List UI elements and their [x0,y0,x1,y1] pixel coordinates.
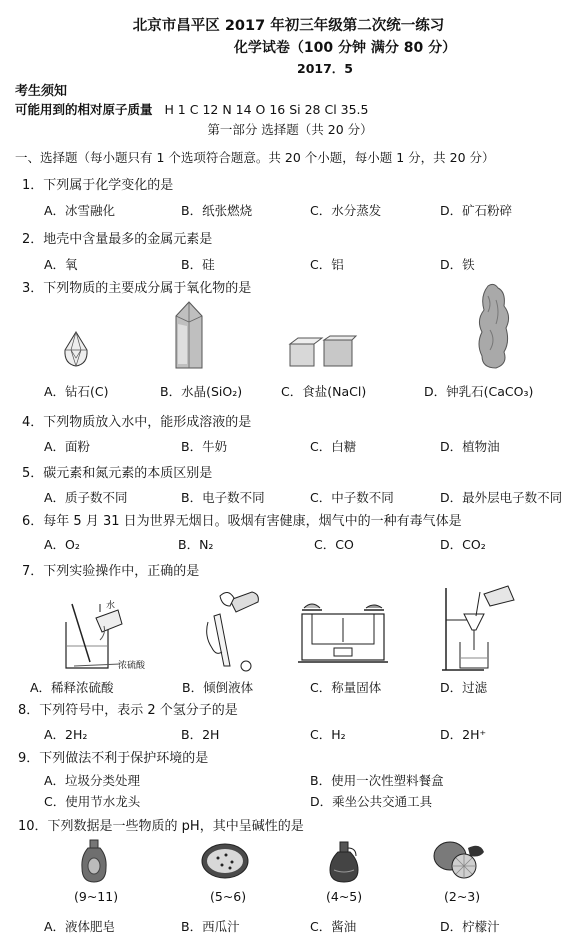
watermelon-image [200,842,250,880]
q4-option-d: D．植物油 [440,439,500,454]
ph-soap: (9~11) [74,889,119,904]
q2-option-c: C．铝 [310,257,344,272]
q2-option-d: D．铁 [440,257,475,272]
question-7-stem: 7．下列实验操作中，正确的是 [22,564,200,579]
q7-option-b: B．倾倒液体 [182,680,254,695]
q1-option-c: C．水分蒸发 [310,203,382,218]
q10-option-c: C．酱油 [310,919,357,934]
question-10-stem: 10．下列数据是一些物质的 pH，其中呈碱性的是 [18,819,304,834]
question-2-stem: 2．地壳中含量最多的金属元素是 [22,232,213,247]
q10-option-a: A．液体肥皂 [44,919,116,934]
q7-option-d: D．过滤 [440,680,488,695]
q2-option-a: A．氧 [44,257,78,272]
q3-option-b: B．水晶(SiO₂) [160,384,243,399]
question-4-stem: 4．下列物质放入水中，能形成溶液的是 [22,415,252,430]
q1-option-b: B．纸张燃烧 [181,203,253,218]
q5-option-c: C．中子数不同 [310,490,394,505]
balance-scale-diagram [296,596,390,670]
water-label: 水 [106,601,116,611]
q6-option-d: D．CO₂ [440,537,486,552]
q3-option-a: A．钻石(C) [44,384,109,399]
q3-option-d: D．钟乳石(CaCO₃) [424,384,534,399]
q8-option-b: B．2H [181,727,220,742]
question-1-stem: 1．下列属于化学变化的是 [22,178,174,193]
q1-option-d: D．矿石粉碎 [440,203,513,218]
q9-option-a: A．垃圾分类处理 [44,773,141,788]
ph-soy-sauce: (4~5) [326,889,363,904]
q9-option-d: D．乘坐公共交通工具 [310,794,433,809]
q5-option-b: B．电子数不同 [181,490,265,505]
ph-lemon: (2~3) [444,889,481,904]
q3-option-c: C．食盐(NaCl) [281,384,367,399]
q5-option-d: D．最外层电子数不同 [440,490,563,505]
q1-option-a: A．冰雪融化 [44,203,116,218]
soy-sauce-bottle-image [328,840,360,884]
atomic-mass-values: H 1 C 12 N 14 O 16 Si 28 Cl 35.5 [164,102,369,117]
ph-watermelon: (5~6) [210,889,247,904]
salt-crystals-image [288,334,358,370]
q6-option-c: C．CO [314,537,354,552]
q7-option-a: A．稀释浓硫酸 [30,680,114,695]
atomic-mass-line [15,100,368,118]
question-5-stem: 5．碳元素和氮元素的本质区别是 [22,466,213,481]
q8-option-a: A．2H₂ [44,727,88,742]
lemon-image [430,838,486,880]
notice-heading: 考生须知 [15,84,68,99]
q2-option-b: B．硅 [181,257,215,272]
q10-option-d: D．柠檬汁 [440,919,500,934]
pour-liquid-diagram [200,586,270,674]
q6-option-b: B．N₂ [178,537,214,552]
exam-subtitle: 化学试卷（100 分钟 满分 80 分） [233,40,457,56]
q6-option-a: A．O₂ [44,537,80,552]
q8-option-d: D．2H⁺ [440,727,487,742]
quartz-crystal-image [168,300,210,372]
question-6-stem: 6．每年 5 月 31 日为世界无烟日。吸烟有害健康，烟气中的一种有毒气体是 [22,514,462,529]
liquid-soap-bottle-image [80,838,108,884]
question-3-stem: 3．下列物质的主要成分属于氧化物的是 [22,281,252,296]
q8-option-c: C．H₂ [310,727,346,742]
q10-option-b: B．西瓜汁 [181,919,240,934]
diamond-image [62,330,90,368]
q4-option-c: C．白糖 [310,439,357,454]
section-instructions: 一、选择题（每小题只有 1 个选项符合题意。共 20 个小题，每小题 1 分，共 20 分） [15,150,495,165]
q4-option-b: B．牛奶 [181,439,228,454]
question-9-stem: 9．下列做法不利于保护环境的是 [18,751,209,766]
part1-title: 第一部分 选择题（共 20 分） [207,122,373,137]
q9-option-b: B．使用一次性塑料餐盒 [310,773,444,788]
atomic-mass-label: 可能用到的相对原子质量 [15,102,153,117]
acid-label: 浓硫酸 [118,661,146,671]
q7-option-c: C．称量固体 [310,680,382,695]
stalactite-image [474,282,514,370]
q5-option-a: A．质子数不同 [44,490,128,505]
q4-option-a: A．面粉 [44,439,91,454]
question-8-stem: 8．下列符号中，表示 2 个氢分子的是 [18,703,238,718]
q9-option-c: C．使用节水龙头 [44,794,141,809]
exam-title: 北京市昌平区 2017 年初三年级第二次统一练习 [132,18,445,34]
exam-date: 2017．5 [297,61,353,76]
filtration-diagram [440,584,520,672]
